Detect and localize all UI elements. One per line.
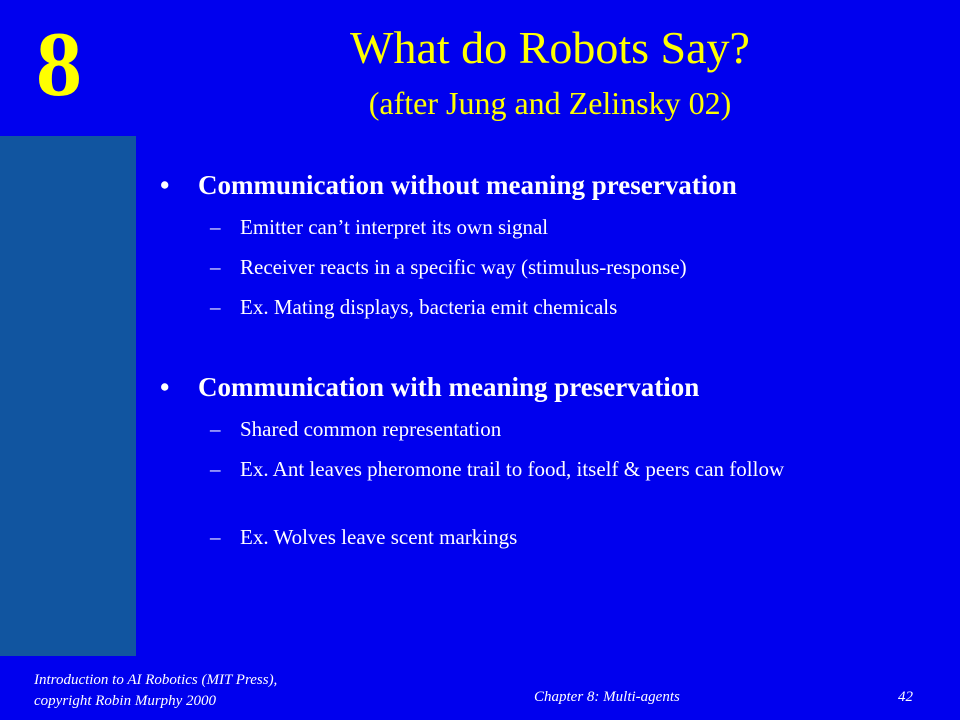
footer-chapter: Chapter 8: Multi-agents: [534, 689, 680, 705]
sub-item-text: Ex. Ant leaves pheromone trail to food, itself & peers can follow: [240, 457, 785, 481]
page-number: 42: [898, 689, 913, 705]
chapter-number: 8: [36, 13, 82, 115]
bullet-text: Communication with meaning preservation: [198, 372, 700, 402]
dash-icon: –: [210, 457, 221, 481]
sub-item-text: Ex. Wolves leave scent markings: [240, 525, 518, 549]
slide-title: What do Robots Say?: [350, 22, 750, 73]
sub-item-text: Emitter can’t interpret its own signal: [240, 215, 549, 239]
dash-icon: –: [210, 417, 221, 441]
footer-source-line2: copyright Robin Murphy 2000: [34, 693, 217, 709]
bullet-icon: •: [160, 372, 170, 402]
sub-item-text: Receiver reacts in a specific way (stimulus-response): [240, 255, 687, 279]
dash-icon: –: [210, 215, 221, 239]
footer-source: [34, 670, 277, 712]
sub-item-text: Shared common representation: [240, 417, 502, 441]
bullet-icon: •: [160, 170, 170, 200]
dash-icon: –: [210, 295, 221, 319]
dash-icon: –: [210, 255, 221, 279]
side-panel: [0, 136, 136, 656]
dash-icon: –: [210, 525, 221, 549]
footer-source-line1: Introduction to AI Robotics (MIT Press),: [34, 672, 278, 688]
slide-subtitle: (after Jung and Zelinsky 02): [368, 85, 732, 121]
bullet-text: Communication without meaning preservation: [198, 170, 737, 200]
sub-item-text: Ex. Mating displays, bacteria emit chemicals: [240, 295, 618, 319]
